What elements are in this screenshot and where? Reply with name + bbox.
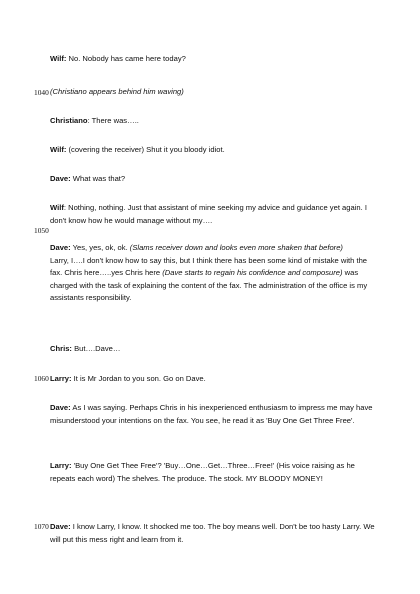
line-number-1060: 1060 [34,374,49,383]
dialogue-text: I know Larry, I know. It shocked me too. The boy means well. Don't be too hasty Larry. We will put this mess right and learn from it. [50,522,375,544]
dialogue-text: (covering the receiver) Shut it you bloody idiot. [66,145,225,154]
dialogue-text: 'Buy One Get Thee Free'? 'Buy…One…Get…Three…Free!' (His voice raising as he repeats each word) The shelves. The produce. The stock. MY BLOODY MONEY! [50,461,355,483]
speaker-name: Dave: [50,522,71,531]
stage-direction [50,86,380,99]
dialogue-text: What was that? [70,174,126,183]
line-number-1070: 1070 [34,522,49,531]
dialogue-wilf-3 [50,202,380,227]
dialogue-text: Yes, yes, ok, ok. [70,243,130,252]
dialogue-dave-1 [50,173,380,186]
dialogue-text: As I was saying. Perhaps Chris in his inexperienced enthusiasm to impress me may have misunderstood your intentions on the fax. You see, he read it as 'Buy One Get Three Free'. [50,403,373,425]
speaker-name: Dave: [50,403,71,412]
speaker-name: Dave: [50,174,71,183]
dialogue-text: But….Dave… [71,344,121,353]
speaker-name: Wilf [50,203,64,212]
dialogue-larry-2 [50,460,380,485]
speaker-name: Larry: [50,461,72,470]
line-number-1040: 1040 [34,88,49,97]
speaker-name: Chris: [50,344,72,353]
dialogue-text: Larry, I….I don't know how to say this, but I think there has been some kind of mistake with the fax. Chris here…..yes Chris here [50,255,368,278]
dialogue-dave-2 [50,242,380,305]
speaker-name: Wilf: [50,54,67,63]
dialogue-chris [50,343,380,356]
speaker-name: Christiano [50,116,88,125]
stage-direction-inline: (Slams receiver down and looks even more shaken that before) [129,243,343,252]
speaker-name: Dave: [50,243,71,252]
dialogue-larry-1 [50,373,380,386]
dialogue-text: No. Nobody has came here today? [66,54,186,63]
dialogue-dave-3 [50,402,380,427]
dialogue-dave-4 [50,521,380,546]
dialogue-text: : There was….. [87,116,139,125]
dialogue-wilf-1 [50,53,380,66]
dialogue-text: : Nothing, nothing. Just that assistant of mine seeking my advice and guidance yet again. I don't know how he would manage without my…. [50,203,367,225]
dialogue-text: was charged with the task of explaining the content of the fax. The administration of the office is my assistants responsibility. [50,268,368,303]
dialogue-wilf-2 [50,144,380,157]
stage-direction-inline: (Dave starts to regain his confidence and composure) [162,268,343,278]
speaker-name: Wilf: [50,145,67,154]
speaker-name: Larry: [50,374,72,383]
dialogue-text: It is Mr Jordan to you son. Go on Dave. [71,374,206,383]
dialogue-christiano [50,115,380,128]
direction-text: (Christiano appears behind him waving) [50,87,184,96]
line-number-1050: 1050 [34,226,49,235]
